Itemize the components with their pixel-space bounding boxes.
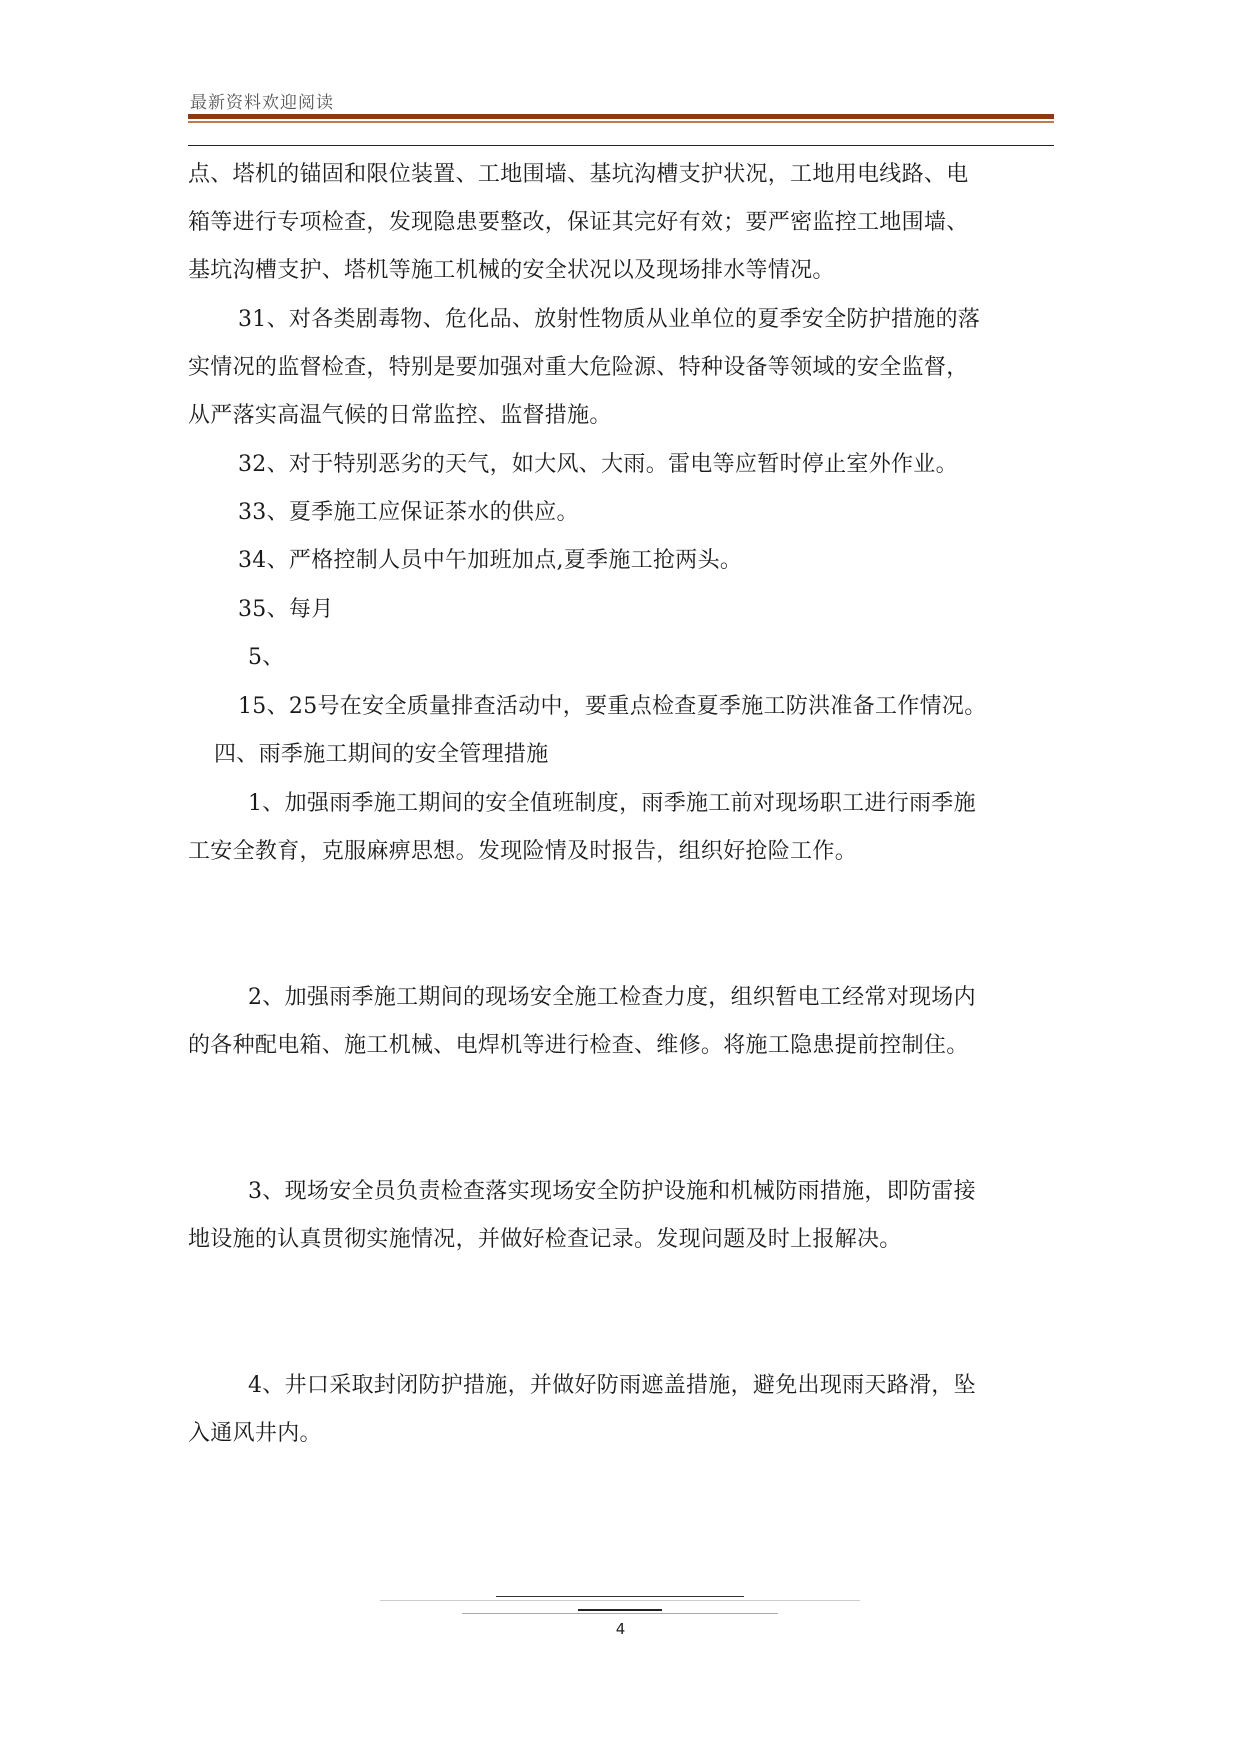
- paragraph-line: 1、加强雨季施工期间的安全值班制度，雨季施工前对现场职工进行雨季施: [248, 791, 976, 816]
- paragraph-line: 34、严格控制人员中午加班加点,夏季施工抢两头。: [238, 548, 743, 573]
- paragraph-line: 入通风井内。: [188, 1421, 322, 1446]
- paragraph-line: 工安全教育，克服麻痹思想。发现险情及时报告，组织好抢险工作。: [188, 839, 858, 864]
- header-rule-secondary: [188, 121, 1054, 123]
- header-rule: [188, 114, 1054, 119]
- header-divider: [188, 145, 1054, 146]
- paragraph-line: 的各种配电箱、施工机械、电焊机等进行检查、维修。将施工隐患提前控制住。: [188, 1033, 969, 1058]
- paragraph-line: 4、井口采取封闭防护措施，并做好防雨遮盖措施，避免出现雨天路滑，坠: [248, 1373, 976, 1398]
- footer-rule-center: [578, 1609, 662, 1611]
- paragraph-line: 15、25号在安全质量排查活动中，要重点检查夏季施工防洪准备工作情况。: [238, 694, 987, 719]
- header-title: 最新资料欢迎阅读: [190, 93, 334, 113]
- paragraph-line: 2、加强雨季施工期间的现场安全施工检查力度，组织暂电工经常对现场内: [248, 985, 976, 1010]
- paragraph-line: 3、现场安全员负责检查落实现场安全防护设施和机械防雨措施，即防雷接: [248, 1179, 976, 1204]
- paragraph-line: 35、每月: [238, 597, 334, 622]
- paragraph-line: 33、夏季施工应保证茶水的供应。: [238, 500, 579, 525]
- paragraph-line: 5、: [248, 645, 285, 670]
- paragraph-line: 点、塔机的锚固和限位装置、工地围墙、基坑沟槽支护状况，工地用电线路、电: [188, 162, 969, 187]
- section-heading: 四、雨季施工期间的安全管理措施: [214, 742, 549, 767]
- paragraph-line: 地设施的认真贯彻实施情况，并做好检查记录。发现问题及时上报解决。: [188, 1227, 902, 1252]
- footer-rule-lower: [462, 1613, 778, 1614]
- page-number: 4: [615, 1620, 626, 1638]
- paragraph-line: 箱等进行专项检查，发现隐患要整改，保证其完好有效；要严密监控工地围墙、: [188, 210, 969, 235]
- paragraph-line: 32、对于特别恶劣的天气，如大风、大雨。雷电等应暂时停止室外作业。: [238, 452, 958, 477]
- footer-rule-dark: [496, 1596, 744, 1597]
- paragraph-line: 基坑沟槽支护、塔机等施工机械的安全状况以及现场排水等情况。: [188, 258, 835, 283]
- paragraph-line: 实情况的监督检查，特别是要加强对重大危险源、特种设备等领域的安全监督，: [188, 355, 969, 380]
- paragraph-line: 从严落实高温气候的日常监控、监督措施。: [188, 403, 612, 428]
- footer-rule: [380, 1600, 860, 1601]
- paragraph-line: 31、对各类剧毒物、危化品、放射性物质从业单位的夏季安全防护措施的落: [238, 307, 981, 332]
